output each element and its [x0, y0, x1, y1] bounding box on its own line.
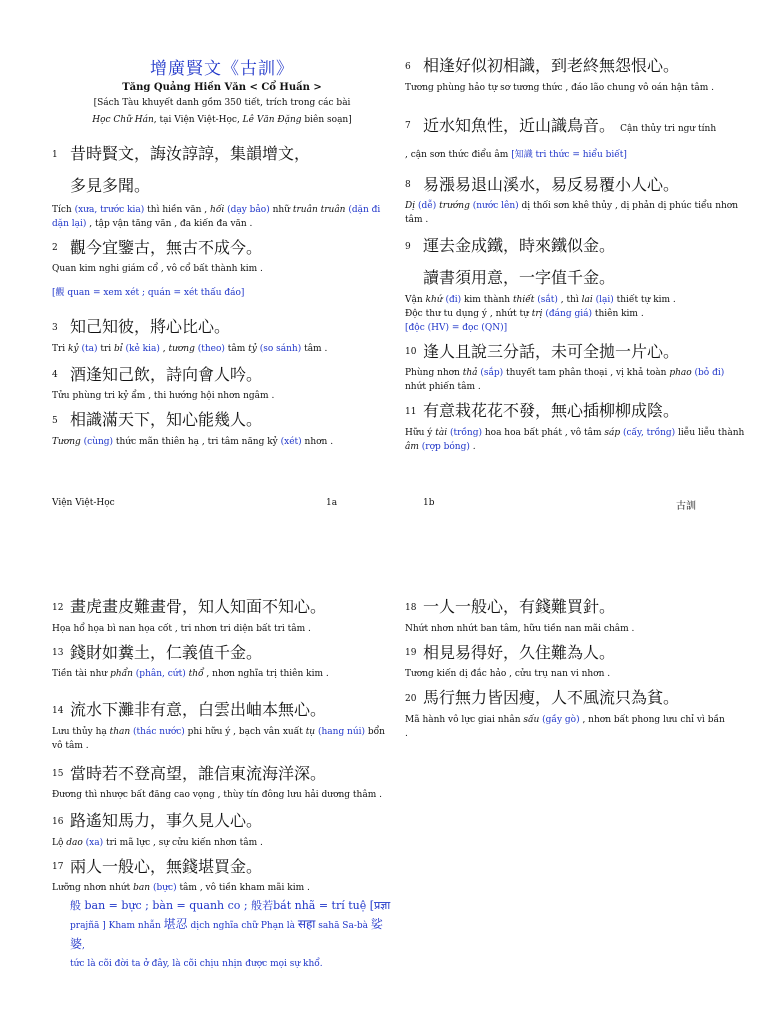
verse-number: 20	[405, 693, 417, 704]
verse-gloss: Tương phùng hảo tự sơ tương thức , đáo lão chung vô oán hận tâm .	[405, 82, 714, 93]
verse-gloss-inline: Cận thủy tri ngư tính	[620, 123, 717, 134]
verse-entry-19	[405, 642, 745, 682]
verse-text: 路遙知馬力，事久見人心。	[70, 811, 263, 830]
verse-text: 兩人一般心，無錢堪買金。	[70, 856, 263, 876]
verse-number: 4	[52, 370, 58, 380]
verse-note-line3: tức là cõi đời ta ở đây, là cõi chịu nhịn được mọi sự khổ.	[70, 959, 323, 969]
verse-entry-16	[52, 810, 392, 850]
page-number-1b: 1b	[423, 498, 435, 508]
verse-note-line2: prajñā ] Kham nhẫn 堪忍 dịch nghĩa chữ Phạn là सहा sahā Sa-bà 娑婆,	[70, 917, 383, 951]
verse-number: 1	[52, 149, 58, 160]
verse-entry-6	[405, 55, 745, 95]
verse-number: 7	[405, 121, 411, 131]
verse-text: 觀今宜鑒古，無古不成今。	[70, 237, 263, 257]
verse-gloss: Tích (xưa, trước kia) thì hiền văn , hối (dạy bảo) nhữ truân truân (dặn đi dặn lại) , tập vận tăng văn , đa kiến đa văn .	[52, 204, 381, 229]
verse-number: 15	[52, 769, 64, 779]
source-note-line1: [Sách Tàu khuyết danh gồm 350 tiết, trích trong các bài	[93, 98, 351, 108]
verse-entry-11	[405, 400, 745, 454]
verse-entry-1	[52, 143, 392, 231]
verse-text: 近水知魚性，近山識鳥音。	[423, 115, 616, 135]
verse-entry-3	[52, 316, 392, 356]
verse-gloss: Đương thì nhược bất đăng cao vọng , thùy tín đông lưu hải dương thâm .	[52, 790, 382, 800]
verse-gloss: Tri kỷ (ta) tri bỉ (kẻ kia) , tương (theo) tâm tỷ (so sánh) tâm .	[52, 343, 328, 354]
verse-entry-18	[405, 596, 745, 636]
source-note	[52, 95, 392, 129]
page-2b	[405, 596, 745, 741]
footer-left-1a: Viện Việt-Học	[52, 498, 115, 508]
verse-number: 11	[405, 406, 417, 417]
verse-gloss: Lưỡng nhơn nhứt ban (bực) tâm , vô tiền kham mãi kim .	[52, 883, 310, 893]
verse-note-line1: 般 ban = bực ; bàn = quanh co ; 般若bát nhã = trí tuệ [प्रज्ञा	[70, 899, 391, 912]
verse-entry-12	[52, 596, 392, 636]
verse-gloss: Tương (cùng) thức mãn thiên hạ , tri tâm năng kỷ (xét) nhơn .	[52, 436, 334, 447]
verse-entry-9	[405, 235, 745, 335]
verse-text: 逢人且說三分話，未可全拋一片心。	[423, 341, 680, 361]
verse-gloss: Quan kim nghi giám cổ , vô cổ bất thành kim .	[52, 264, 263, 274]
verse-gloss: , cận sơn thức điểu âm [知識 tri thức = hiểu biết]	[405, 149, 627, 160]
verse-number: 18	[405, 602, 417, 613]
page-1b	[405, 0, 745, 454]
verse-text: 馬行無力皆因瘦，人不風流只為貧。	[423, 688, 680, 707]
verse-text: 相見易得好，久住難為人。	[423, 642, 616, 662]
verse-entry-15	[52, 763, 392, 803]
verse-text: 一人一般心，有錢難買針。	[423, 597, 616, 616]
verse-number: 19	[405, 648, 417, 658]
verse-text: 相逢好似初相識，到老終無怨恨心。	[423, 56, 680, 75]
verse-number: 5	[52, 415, 58, 426]
verse-entry-10	[405, 341, 745, 395]
verse-number: 8	[405, 180, 411, 190]
verse-text: 易漲易退山溪水，易反易覆小人心。	[423, 174, 680, 194]
verse-note: [觀 quan = xem xét ; quán = xét thấu đáo]	[52, 288, 245, 298]
verse-text-continued: 多見多聞。	[70, 175, 151, 195]
verse-entry-8	[405, 174, 745, 228]
page-number-1a: 1a	[326, 498, 338, 508]
verse-entry-5	[52, 409, 392, 449]
verse-gloss: Vận khứ (đi) kim thành thiết (sắt) , thì lai (lại) thiết tự kim .	[405, 294, 676, 305]
verse-number: 6	[405, 61, 411, 72]
verse-text: 知己知彼，將心比心。	[70, 317, 231, 336]
source-note-line2: Học Chữ Hán, tại Viện Việt-Học, Lê Văn Đặng biên soạn]	[92, 115, 352, 125]
verse-number: 2	[52, 243, 58, 253]
verse-note: [độc (HV) = đọc (QN)]	[405, 322, 508, 333]
verse-number: 14	[52, 705, 64, 716]
verse-text-continued: 讀書須用意，一字值千金。	[423, 267, 616, 287]
verse-note	[52, 897, 392, 973]
verse-gloss: Mã hành vô lực giai nhân sấu (gầy gò) , nhơn bất phong lưu chỉ vì bần .	[405, 714, 725, 739]
verse-number: 12	[52, 602, 64, 613]
verse-gloss: Tương kiến dị đắc hảo , cửu trụ nan vi nhơn .	[405, 669, 611, 679]
verse-entry-20	[405, 687, 745, 741]
verse-entry-7	[405, 115, 745, 162]
footer-right-1b: 古訓	[676, 501, 696, 512]
verse-text: 畫虎畫皮難畫骨，知人知面不知心。	[70, 597, 327, 616]
verse-text: 流水下灘非有意，白雲出岫本無心。	[70, 700, 327, 719]
verse-text: 相識滿天下，知心能幾人。	[70, 410, 263, 429]
verse-number: 10	[405, 347, 417, 357]
verse-entry-4	[52, 364, 392, 404]
verse-text: 運去金成鐵，時來鐵似金。	[423, 236, 616, 255]
verse-entry-2	[52, 237, 392, 301]
verse-entry-17	[52, 856, 392, 974]
page-1a	[52, 0, 392, 449]
verse-gloss: Dị (dễ) trướng (nước lên) dị thối sơn khê thủy , dị phản dị phúc tiểu nhơn tâm .	[405, 201, 739, 225]
page-2a	[52, 596, 392, 973]
verse-entry-13	[52, 642, 392, 682]
verse-text: 昔時賢文，誨汝諄諄，集韻增文，	[70, 144, 311, 163]
verse-text: 酒逢知己飲，詩向會人吟。	[70, 364, 263, 384]
document-subtitle: Tăng Quảng Hiền Văn < Cổ Huấn >	[122, 82, 322, 93]
verse-gloss: Tửu phùng tri kỷ ẩm , thi hướng hội nhơn ngâm .	[52, 391, 275, 401]
verse-number: 3	[52, 322, 58, 333]
verse-text: 有意栽花花不發，無心插柳柳成陰。	[423, 401, 680, 420]
document-title: 增廣賢文《古訓》	[150, 59, 294, 79]
verse-number: 9	[405, 241, 411, 252]
verse-gloss-2: Độc thư tu dụng ý , nhứt tự trị (đáng giá) thiên kim .	[405, 308, 644, 319]
verse-text: 當時若不登高望，誰信東流海洋深。	[70, 763, 327, 783]
verse-number: 16	[52, 816, 64, 827]
verse-gloss: Nhứt nhơn nhứt ban tâm, hữu tiền nan mãi châm .	[405, 623, 635, 634]
verse-text: 錢財如糞土，仁義值千金。	[70, 642, 263, 662]
verse-gloss: Lưu thủy hạ than (thác nước) phi hữu ý , bạch vân xuất tụ (hang núi) bổn vô tâm .	[52, 726, 385, 751]
verse-gloss: Phùng nhơn thả (sắp) thuyết tam phân thoại , vị khả toàn phao (bỏ đi) nhứt phiến tâm .	[405, 368, 725, 392]
verse-number: 13	[52, 648, 64, 658]
verse-gloss: Họa hổ họa bì nan họa cốt , tri nhơn tri diện bất tri tâm .	[52, 623, 311, 634]
verse-gloss: Tiền tài như phẩn (phân, cứt) thổ , nhơn nghĩa trị thiên kim .	[52, 669, 329, 679]
verse-entry-14	[52, 699, 392, 753]
verse-gloss: Hữu ý tài (trồng) hoa hoa bất phát , vô tâm sáp (cấy, trồng) liễu liễu thành âm (rợp bóng) .	[405, 427, 745, 452]
verse-gloss: Lộ dao (xa) tri mã lực , sự cửu kiến nhơn tâm .	[52, 837, 263, 848]
verse-number: 17	[52, 862, 64, 872]
